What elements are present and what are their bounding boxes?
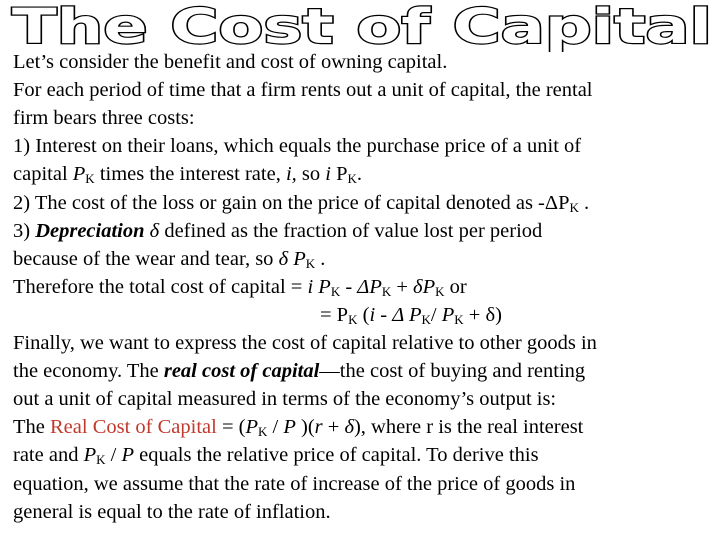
- text-segment: -: [375, 303, 393, 326]
- text-line-7: [13, 219, 542, 243]
- text-segment: K: [348, 311, 358, 327]
- text-segment: K: [347, 171, 357, 187]
- text-segment: /: [267, 416, 284, 439]
- text-segment: 1) Interest on their loans, which equals the purchase price of a unit of: [13, 135, 582, 158]
- text-segment: /: [105, 444, 122, 467]
- text-segment: Therefore the total cost of capital =: [13, 275, 308, 298]
- text-line-16: [13, 472, 575, 496]
- slide-title: [8, 2, 716, 52]
- text-segment: Let’s consider the benefit and cost of owning capital.: [13, 51, 448, 73]
- text-segment: P: [121, 444, 134, 467]
- text-segment: the economy. The: [13, 360, 164, 383]
- text-segment: Depreciation: [35, 219, 145, 242]
- text-segment: P: [441, 303, 455, 326]
- text-segment: K: [421, 311, 431, 327]
- text-segment: )(: [295, 416, 315, 439]
- text-segment: K: [435, 283, 445, 299]
- text-segment: capital: [13, 163, 73, 186]
- text-line-4: [13, 134, 581, 158]
- text-segment: firm bears three costs:: [13, 107, 195, 130]
- text-segment: δP: [413, 275, 436, 298]
- text-line-11: [13, 331, 597, 355]
- text-segment: K: [454, 311, 464, 327]
- text-segment: = (: [216, 416, 246, 439]
- text-segment: The: [13, 416, 50, 439]
- text-segment: -: [340, 275, 358, 298]
- text-segment: (: [357, 303, 370, 326]
- text-segment: 3): [13, 219, 36, 242]
- text-segment: /: [430, 303, 442, 326]
- text-segment: times the interest rate,: [94, 163, 286, 186]
- slide-title-text: The Cost of Capital: [12, 2, 712, 52]
- text-segment: i: [307, 275, 314, 298]
- text-segment: real cost of capital: [163, 360, 320, 383]
- text-line-8: [13, 247, 325, 271]
- text-segment: 2) The cost of the loss or gain on the price of capital denoted as -ΔP: [13, 191, 570, 214]
- text-segment: +: [322, 416, 345, 439]
- text-segment: P: [83, 444, 97, 467]
- text-segment: out a unit of capital measured in terms of the economy’s output is:: [13, 388, 557, 411]
- text-segment: .: [578, 191, 590, 214]
- text-segment: +: [391, 275, 414, 298]
- text-segment: + δ): [463, 303, 502, 326]
- text-line-5: [13, 162, 362, 186]
- text-line-2: [13, 78, 593, 102]
- text-line-10: [320, 303, 502, 327]
- text-line-1: [13, 50, 447, 74]
- text-segment: because of the wear and tear, so: [13, 247, 279, 270]
- text-line-17: [13, 500, 331, 524]
- text-segment: .: [315, 247, 326, 270]
- text-line-3: [13, 106, 195, 130]
- text-segment: δ: [344, 416, 354, 439]
- text-segment: —the cost of buying and renting: [319, 360, 586, 383]
- text-segment: For each period of time that a firm rents out a unit of capital, the rental: [13, 79, 593, 102]
- text-segment: Finally, we want to express the cost of capital relative to other goods in: [13, 332, 597, 354]
- text-segment: P: [283, 416, 296, 439]
- text-segment: K: [305, 255, 316, 271]
- text-segment: P: [330, 163, 348, 186]
- text-segment: K: [85, 171, 95, 187]
- text-segment: defined as the fraction of value lost per period: [159, 219, 543, 242]
- text-segment: i: [325, 163, 331, 186]
- text-segment: K: [258, 424, 268, 440]
- text-segment: δ: [278, 247, 289, 270]
- text-segment: P: [313, 275, 331, 298]
- text-segment: K: [569, 199, 579, 215]
- text-line-9: [13, 275, 467, 299]
- text-segment: equals the relative price of capital. To derive this: [133, 444, 539, 467]
- text-line-12: [13, 359, 585, 383]
- text-segment: .: [356, 163, 363, 186]
- text-segment: equation, we assume that the rate of increase of the price of goods in: [13, 472, 576, 495]
- text-segment: = P: [320, 303, 349, 326]
- text-segment: P: [245, 416, 258, 439]
- text-line-6: [13, 191, 589, 215]
- text-segment: K: [96, 452, 106, 468]
- text-line-15: [13, 443, 539, 467]
- text-segment: K: [330, 283, 341, 299]
- text-segment: δ: [144, 219, 160, 242]
- text-line-14: [13, 415, 583, 439]
- text-segment: Real Cost of Capital: [50, 416, 217, 439]
- text-line-13: [13, 387, 556, 411]
- text-segment: P: [72, 163, 86, 186]
- text-segment: so: [296, 163, 326, 186]
- text-segment: i,: [285, 163, 297, 186]
- text-segment: rate and: [13, 444, 84, 467]
- text-segment: K: [381, 283, 392, 299]
- text-segment: general is equal to the rate of inflation.: [13, 500, 331, 523]
- text-segment: ), where r is the real interest: [353, 416, 584, 439]
- text-segment: i: [369, 303, 376, 326]
- text-segment: Δ P: [392, 303, 422, 326]
- text-segment: or: [444, 275, 467, 298]
- text-segment: P: [288, 247, 306, 270]
- text-segment: ΔP: [357, 275, 382, 298]
- text-segment: r: [314, 416, 323, 439]
